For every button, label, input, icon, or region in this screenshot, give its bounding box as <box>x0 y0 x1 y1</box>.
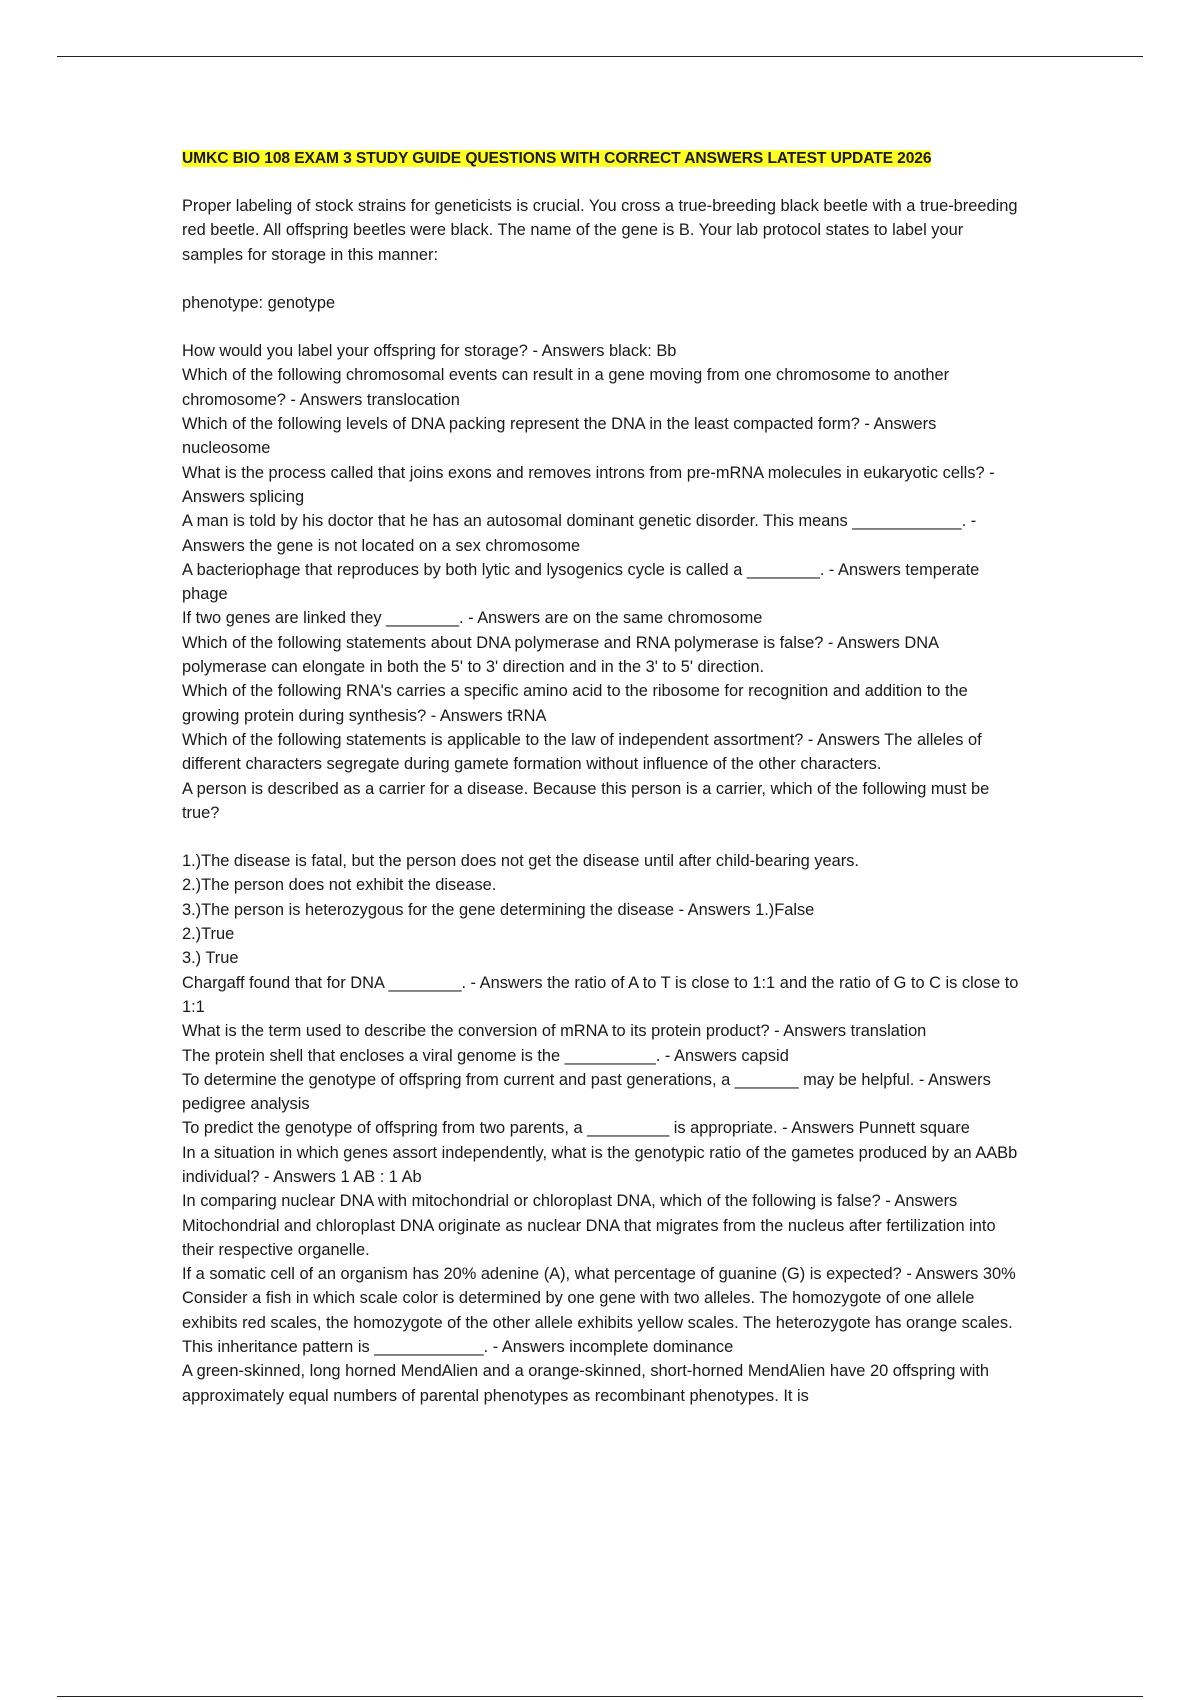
qa-item: Consider a fish in which scale color is determined by one gene with two alleles. The homozygote of one allele exhibits red scales, the homozygote of the other allele exhibits yellow scales. The heterozygote has orange scales. This inheritance pattern is ____________. - Answers incomplete dominance <box>182 1289 1013 1357</box>
qa-section-2 <box>182 971 1022 1408</box>
qa-item: To determine the genotype of offspring from current and past generations, a _______ may be helpful. - Answers pedigree analysis <box>182 1070 991 1114</box>
title-line <box>182 146 1022 170</box>
qa-item: Which of the following chromosomal events can result in a gene moving from one chromosome to another chromosome? - Answers translocation <box>182 366 950 409</box>
bottom-rule <box>57 1696 1143 1697</box>
qa-item: How would you label your offspring for storage? - Answers black: Bb <box>182 342 677 361</box>
qa-item: What is the term used to describe the conversion of mRNA to its protein product? - Answers translation <box>182 1022 927 1041</box>
qa-item: If two genes are linked they ________. - Answers are on the same chromosome <box>182 609 763 628</box>
top-rule <box>57 56 1143 57</box>
qa-item: Which of the following levels of DNA packing represent the DNA in the least compacted form? - Answers nucleosome <box>182 415 937 458</box>
qa-item: The protein shell that encloses a viral genome is the __________. - Answers capsid <box>182 1046 789 1065</box>
qa-item: In comparing nuclear DNA with mitochondrial or chloroplast DNA, which of the following is false? - Answers Mitochondrial and chloroplast DNA originate as nuclear DNA that migrates from the nucleus after fertilization into their respective organelle. <box>182 1192 996 1259</box>
qa-item: Which of the following statements is applicable to the law of independent assortment? - Answers The alleles of different characters segregate during gamete formation without influence of the other characters. <box>182 730 982 774</box>
qa-item: A bacteriophage that reproduces by both lytic and lysogenics cycle is called a ________. - Answers temperate phage <box>182 560 980 604</box>
qa-item: What is the process called that joins exons and removes introns from pre-mRNA molecules in eukaryotic cells? - Answers splicing <box>182 463 995 506</box>
qa-item: A green-skinned, long horned MendAlien and a orange-skinned, short-horned MendAlien have 20 offspring with approximately equal numbers of parental phenotypes as recombinant phenotypes. It is <box>182 1362 990 1405</box>
qa-item: Chargaff found that for DNA ________. - Answers the ratio of A to T is close to 1:1 and the ratio of G to C is close to 1:1 <box>182 973 1019 1016</box>
document-title: UMKC BIO 108 EXAM 3 STUDY GUIDE QUESTIONS WITH CORRECT ANSWERS LATEST UPDATE 2026 <box>182 150 932 167</box>
document-body <box>182 146 1022 1408</box>
carrier-list <box>182 849 1022 970</box>
qa-item: A man is told by his doctor that he has an autosomal dominant genetic disorder. This means ____________. - Answers the gene is not located on a sex chromosome <box>182 512 977 555</box>
list-item: 3.)The person is heterozygous for the gene determining the disease - Answers 1.)False <box>182 900 815 919</box>
qa-item: Which of the following RNA's carries a specific amino acid to the ribosome for recognition and addition to the growing protein during synthesis? - Answers tRNA <box>182 682 968 725</box>
format-line: phenotype: genotype <box>182 293 336 312</box>
qa-item: In a situation in which genes assort independently, what is the genotypic ratio of the gametes produced by an AABb individual? - Answers 1 AB : 1 Ab <box>182 1143 1018 1186</box>
qa-item: Which of the following statements about DNA polymerase and RNA polymerase is false? - Answers DNA polymerase can elongate in both the 5' to 3' direction and in the 3' to 5' direction. <box>182 633 939 677</box>
qa-item: If a somatic cell of an organism has 20% adenine (A), what percentage of guanine (G) is expected? - Answers 30% <box>182 1265 1016 1284</box>
list-item: 2.)The person does not exhibit the disease. <box>182 876 497 895</box>
qa-item: To predict the genotype of offspring from two parents, a _________ is appropriate. - Answers Punnett square <box>182 1119 970 1138</box>
qa-section-1 <box>182 339 1022 825</box>
qa-item: A person is described as a carrier for a disease. Because this person is a carrier, which of the following must be true? <box>182 779 990 822</box>
list-item: 2.)True <box>182 925 235 944</box>
list-item: 3.) True <box>182 949 239 968</box>
intro-paragraph: Proper labeling of stock strains for geneticists is crucial. You cross a true-breeding black beetle with a true-breeding red beetle. All offspring beetles were black. The name of the gene is B. Your lab protocol states to label your samples for storage in this manner: <box>182 197 1018 264</box>
list-item: 1.)The disease is fatal, but the person does not get the disease until after child-bearing years. <box>182 852 859 871</box>
